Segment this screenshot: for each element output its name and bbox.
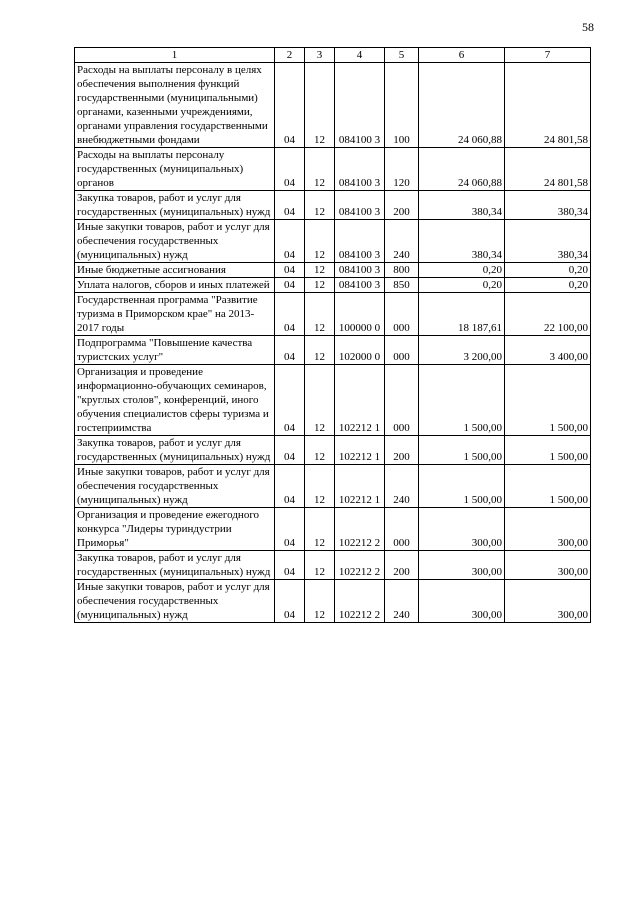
table-row bbox=[75, 278, 591, 293]
table-row bbox=[75, 293, 591, 336]
table-row bbox=[75, 365, 591, 436]
table-body bbox=[75, 63, 591, 623]
amount-year2-cell: 300,00 bbox=[505, 580, 591, 623]
section-code-cell: 04 bbox=[275, 263, 305, 278]
amount-year1-cell: 380,34 bbox=[419, 220, 505, 263]
expense-type-cell: 240 bbox=[385, 220, 419, 263]
target-article-cell: 102212 1 bbox=[335, 436, 385, 465]
amount-year2-cell: 300,00 bbox=[505, 551, 591, 580]
table-row bbox=[75, 263, 591, 278]
row-name-cell: Организация и проведение информационно-обучающих семинаров, "круглых столов", конференций, иного обучения специалистов сферы туризма и гостеприимства bbox=[75, 365, 275, 436]
expense-type-cell: 240 bbox=[385, 580, 419, 623]
amount-year1-cell: 300,00 bbox=[419, 508, 505, 551]
row-name-cell: Закупка товаров, работ и услуг для государственных (муниципальных) нужд bbox=[75, 551, 275, 580]
column-header: 6 bbox=[419, 48, 505, 63]
subsection-code-cell: 12 bbox=[305, 220, 335, 263]
subsection-code-cell: 12 bbox=[305, 551, 335, 580]
subsection-code-cell: 12 bbox=[305, 336, 335, 365]
target-article-cell: 100000 0 bbox=[335, 293, 385, 336]
amount-year1-cell: 3 200,00 bbox=[419, 336, 505, 365]
section-code-cell: 04 bbox=[275, 365, 305, 436]
target-article-cell: 102212 2 bbox=[335, 508, 385, 551]
subsection-code-cell: 12 bbox=[305, 465, 335, 508]
column-header: 2 bbox=[275, 48, 305, 63]
section-code-cell: 04 bbox=[275, 293, 305, 336]
amount-year1-cell: 1 500,00 bbox=[419, 436, 505, 465]
expense-type-cell: 800 bbox=[385, 263, 419, 278]
expense-type-cell: 100 bbox=[385, 63, 419, 148]
amount-year2-cell: 0,20 bbox=[505, 278, 591, 293]
row-name-cell: Иные закупки товаров, работ и услуг для обеспечения государственных (муниципальных) нужд bbox=[75, 465, 275, 508]
section-code-cell: 04 bbox=[275, 148, 305, 191]
amount-year1-cell: 24 060,88 bbox=[419, 148, 505, 191]
table-row bbox=[75, 508, 591, 551]
table-row bbox=[75, 551, 591, 580]
page-number: 58 bbox=[582, 20, 594, 34]
table-row bbox=[75, 465, 591, 508]
target-article-cell: 102212 1 bbox=[335, 365, 385, 436]
row-name-cell: Иные закупки товаров, работ и услуг для обеспечения государственных (муниципальных) нужд bbox=[75, 580, 275, 623]
amount-year1-cell: 1 500,00 bbox=[419, 365, 505, 436]
column-header: 3 bbox=[305, 48, 335, 63]
amount-year2-cell: 0,20 bbox=[505, 263, 591, 278]
amount-year1-cell: 300,00 bbox=[419, 551, 505, 580]
subsection-code-cell: 12 bbox=[305, 63, 335, 148]
target-article-cell: 084100 3 bbox=[335, 263, 385, 278]
amount-year2-cell: 380,34 bbox=[505, 220, 591, 263]
amount-year2-cell: 22 100,00 bbox=[505, 293, 591, 336]
section-code-cell: 04 bbox=[275, 191, 305, 220]
section-code-cell: 04 bbox=[275, 580, 305, 623]
subsection-code-cell: 12 bbox=[305, 580, 335, 623]
subsection-code-cell: 12 bbox=[305, 436, 335, 465]
amount-year2-cell: 1 500,00 bbox=[505, 436, 591, 465]
budget-table bbox=[74, 47, 591, 623]
target-article-cell: 084100 3 bbox=[335, 63, 385, 148]
table-row bbox=[75, 580, 591, 623]
target-article-cell: 084100 3 bbox=[335, 191, 385, 220]
section-code-cell: 04 bbox=[275, 436, 305, 465]
target-article-cell: 102212 2 bbox=[335, 551, 385, 580]
amount-year2-cell: 24 801,58 bbox=[505, 63, 591, 148]
amount-year1-cell: 18 187,61 bbox=[419, 293, 505, 336]
amount-year2-cell: 380,34 bbox=[505, 191, 591, 220]
amount-year1-cell: 300,00 bbox=[419, 580, 505, 623]
row-name-cell: Иные закупки товаров, работ и услуг для обеспечения государственных (муниципальных) нужд bbox=[75, 220, 275, 263]
section-code-cell: 04 bbox=[275, 465, 305, 508]
amount-year1-cell: 24 060,88 bbox=[419, 63, 505, 148]
amount-year1-cell: 1 500,00 bbox=[419, 465, 505, 508]
target-article-cell: 102212 1 bbox=[335, 465, 385, 508]
row-name-cell: Закупка товаров, работ и услуг для государственных (муниципальных) нужд bbox=[75, 436, 275, 465]
expense-type-cell: 000 bbox=[385, 336, 419, 365]
subsection-code-cell: 12 bbox=[305, 508, 335, 551]
section-code-cell: 04 bbox=[275, 508, 305, 551]
table-row bbox=[75, 336, 591, 365]
table-row bbox=[75, 63, 591, 148]
expense-type-cell: 000 bbox=[385, 365, 419, 436]
row-name-cell: Иные бюджетные ассигнования bbox=[75, 263, 275, 278]
section-code-cell: 04 bbox=[275, 278, 305, 293]
table-row bbox=[75, 148, 591, 191]
expense-type-cell: 200 bbox=[385, 191, 419, 220]
row-name-cell: Уплата налогов, сборов и иных платежей bbox=[75, 278, 275, 293]
table-row bbox=[75, 191, 591, 220]
expense-type-cell: 120 bbox=[385, 148, 419, 191]
amount-year2-cell: 1 500,00 bbox=[505, 365, 591, 436]
expense-type-cell: 200 bbox=[385, 436, 419, 465]
subsection-code-cell: 12 bbox=[305, 365, 335, 436]
row-name-cell: Расходы на выплаты персоналу государственных (муниципальных) органов bbox=[75, 148, 275, 191]
section-code-cell: 04 bbox=[275, 336, 305, 365]
subsection-code-cell: 12 bbox=[305, 293, 335, 336]
amount-year1-cell: 380,34 bbox=[419, 191, 505, 220]
table-header-row bbox=[75, 48, 591, 63]
amount-year1-cell: 0,20 bbox=[419, 263, 505, 278]
target-article-cell: 084100 3 bbox=[335, 220, 385, 263]
table-row bbox=[75, 220, 591, 263]
amount-year2-cell: 3 400,00 bbox=[505, 336, 591, 365]
subsection-code-cell: 12 bbox=[305, 148, 335, 191]
row-name-cell: Закупка товаров, работ и услуг для государственных (муниципальных) нужд bbox=[75, 191, 275, 220]
row-name-cell: Организация и проведение ежегодного конкурса "Лидеры туриндустрии Приморья" bbox=[75, 508, 275, 551]
amount-year2-cell: 1 500,00 bbox=[505, 465, 591, 508]
subsection-code-cell: 12 bbox=[305, 263, 335, 278]
subsection-code-cell: 12 bbox=[305, 191, 335, 220]
row-name-cell: Подпрограмма "Повышение качества туристских услуг" bbox=[75, 336, 275, 365]
expense-type-cell: 240 bbox=[385, 465, 419, 508]
amount-year2-cell: 24 801,58 bbox=[505, 148, 591, 191]
row-name-cell: Государственная программа "Развитие туризма в Приморском крае" на 2013-2017 годы bbox=[75, 293, 275, 336]
expense-type-cell: 000 bbox=[385, 508, 419, 551]
amount-year2-cell: 300,00 bbox=[505, 508, 591, 551]
target-article-cell: 084100 3 bbox=[335, 278, 385, 293]
column-header: 7 bbox=[505, 48, 591, 63]
expense-type-cell: 200 bbox=[385, 551, 419, 580]
amount-year1-cell: 0,20 bbox=[419, 278, 505, 293]
target-article-cell: 084100 3 bbox=[335, 148, 385, 191]
target-article-cell: 102000 0 bbox=[335, 336, 385, 365]
section-code-cell: 04 bbox=[275, 220, 305, 263]
table-row bbox=[75, 436, 591, 465]
column-header: 4 bbox=[335, 48, 385, 63]
expense-type-cell: 000 bbox=[385, 293, 419, 336]
row-name-cell: Расходы на выплаты персоналу в целях обеспечения выполнения функций государственными (муниципальными) органами, казенными учреждениями, органами управления государственными внебюджетными фондами bbox=[75, 63, 275, 148]
subsection-code-cell: 12 bbox=[305, 278, 335, 293]
expense-type-cell: 850 bbox=[385, 278, 419, 293]
column-header: 1 bbox=[75, 48, 275, 63]
column-header: 5 bbox=[385, 48, 419, 63]
section-code-cell: 04 bbox=[275, 551, 305, 580]
target-article-cell: 102212 2 bbox=[335, 580, 385, 623]
section-code-cell: 04 bbox=[275, 63, 305, 148]
